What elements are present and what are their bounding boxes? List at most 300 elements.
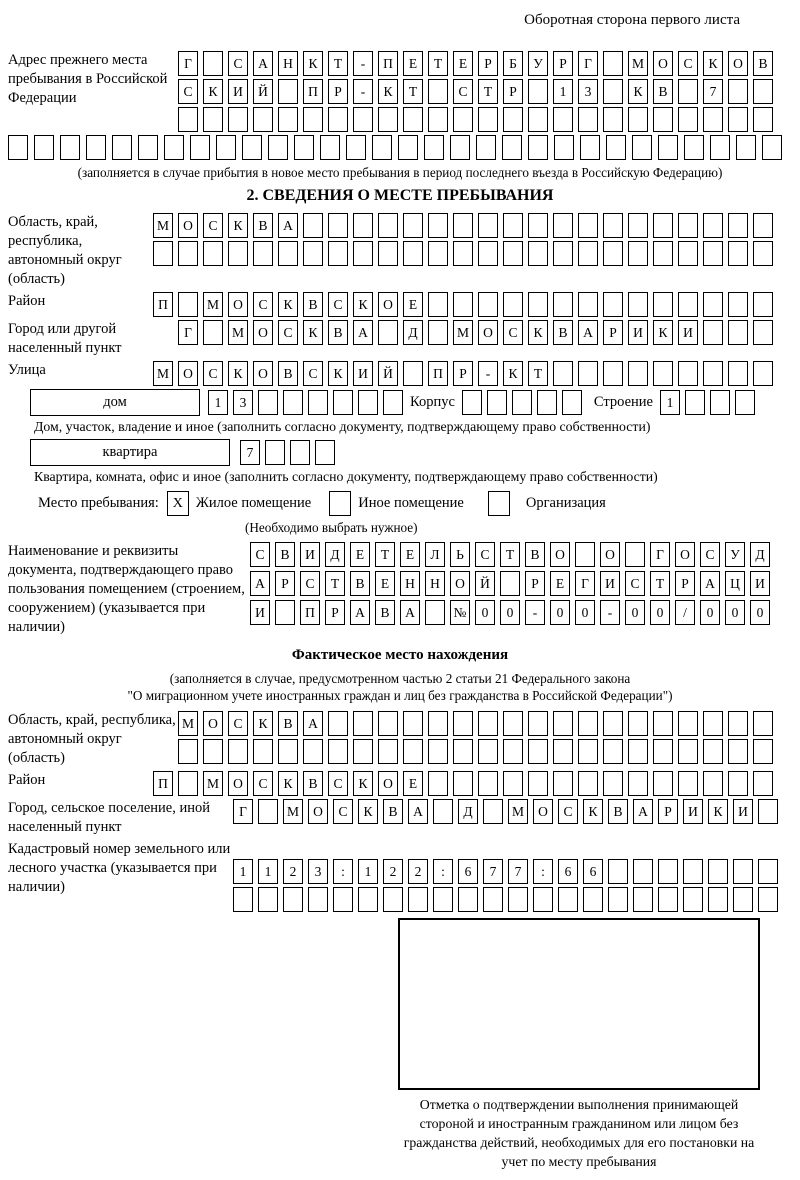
char-cell[interactable]: 3	[233, 390, 253, 415]
char-cell[interactable]	[242, 135, 262, 160]
char-cell[interactable]	[328, 739, 348, 764]
char-cell[interactable]: 1	[258, 859, 278, 884]
char-cell[interactable]	[458, 887, 478, 912]
char-cell[interactable]	[483, 799, 503, 824]
char-cell[interactable]	[528, 771, 548, 796]
char-cell[interactable]	[753, 771, 773, 796]
char-cell[interactable]	[346, 135, 366, 160]
char-cell[interactable]	[503, 107, 523, 132]
char-cell[interactable]: К	[378, 79, 398, 104]
char-cell[interactable]	[503, 292, 523, 317]
char-cell[interactable]: О	[203, 711, 223, 736]
char-cell[interactable]: Г	[178, 51, 198, 76]
char-cell[interactable]	[476, 135, 496, 160]
char-cell[interactable]	[603, 771, 623, 796]
char-cell[interactable]: 0	[625, 600, 645, 625]
char-cell[interactable]	[428, 320, 448, 345]
char-cell[interactable]: В	[303, 771, 323, 796]
char-cell[interactable]	[603, 361, 623, 386]
char-cell[interactable]	[653, 771, 673, 796]
char-cell[interactable]	[758, 887, 778, 912]
char-cell[interactable]: О	[728, 51, 748, 76]
char-cell[interactable]	[728, 241, 748, 266]
char-cell[interactable]: Р	[275, 571, 295, 596]
char-cell[interactable]: 6	[558, 859, 578, 884]
char-cell[interactable]	[512, 390, 532, 415]
char-cell[interactable]: К	[628, 79, 648, 104]
char-cell[interactable]: А	[700, 571, 720, 596]
char-cell[interactable]: Н	[400, 571, 420, 596]
char-cell[interactable]	[478, 771, 498, 796]
char-cell[interactable]: 2	[408, 859, 428, 884]
char-cell[interactable]: О	[178, 361, 198, 386]
char-cell[interactable]	[353, 739, 373, 764]
char-cell[interactable]	[578, 771, 598, 796]
char-cell[interactable]	[728, 739, 748, 764]
char-cell[interactable]: В	[328, 320, 348, 345]
char-cell[interactable]: С	[328, 771, 348, 796]
char-cell[interactable]: О	[308, 799, 328, 824]
char-cell[interactable]: Т	[528, 361, 548, 386]
char-cell[interactable]: С	[203, 213, 223, 238]
char-cell[interactable]	[303, 107, 323, 132]
char-cell[interactable]	[178, 739, 198, 764]
char-cell[interactable]: М	[628, 51, 648, 76]
char-cell[interactable]	[428, 771, 448, 796]
char-cell[interactable]	[628, 771, 648, 796]
char-cell[interactable]: 0	[650, 600, 670, 625]
char-cell[interactable]	[628, 739, 648, 764]
char-cell[interactable]: К	[328, 361, 348, 386]
char-cell[interactable]	[203, 241, 223, 266]
char-cell[interactable]	[603, 107, 623, 132]
char-cell[interactable]: С	[475, 542, 495, 567]
char-cell[interactable]: Б	[503, 51, 523, 76]
char-cell[interactable]	[450, 135, 470, 160]
char-cell[interactable]	[703, 320, 723, 345]
char-cell[interactable]	[736, 135, 756, 160]
char-cell[interactable]: В	[653, 79, 673, 104]
char-cell[interactable]	[112, 135, 132, 160]
char-cell[interactable]: Е	[453, 51, 473, 76]
char-cell[interactable]: Н	[425, 571, 445, 596]
char-cell[interactable]: К	[303, 320, 323, 345]
char-cell[interactable]: Т	[428, 51, 448, 76]
char-cell[interactable]	[703, 107, 723, 132]
char-cell[interactable]: К	[503, 361, 523, 386]
char-cell[interactable]	[453, 771, 473, 796]
char-cell[interactable]	[685, 390, 705, 415]
char-cell[interactable]: Д	[458, 799, 478, 824]
char-cell[interactable]	[684, 135, 704, 160]
char-cell[interactable]: О	[228, 771, 248, 796]
char-cell[interactable]	[403, 739, 423, 764]
char-cell[interactable]	[762, 135, 782, 160]
char-cell[interactable]	[653, 292, 673, 317]
char-cell[interactable]	[503, 213, 523, 238]
char-cell[interactable]: О	[600, 542, 620, 567]
char-cell[interactable]: 7	[508, 859, 528, 884]
char-cell[interactable]: И	[678, 320, 698, 345]
char-cell[interactable]	[353, 241, 373, 266]
char-cell[interactable]	[553, 213, 573, 238]
char-cell[interactable]	[502, 135, 522, 160]
char-cell[interactable]	[500, 571, 520, 596]
char-cell[interactable]: Е	[550, 571, 570, 596]
char-cell[interactable]	[753, 107, 773, 132]
char-cell[interactable]	[478, 107, 498, 132]
char-cell[interactable]: Ц	[725, 571, 745, 596]
char-cell[interactable]: В	[525, 542, 545, 567]
char-cell[interactable]: С	[203, 361, 223, 386]
char-cell[interactable]	[478, 213, 498, 238]
char-cell[interactable]	[403, 241, 423, 266]
char-cell[interactable]	[275, 600, 295, 625]
char-cell[interactable]: Р	[325, 600, 345, 625]
char-cell[interactable]	[753, 241, 773, 266]
char-cell[interactable]	[203, 107, 223, 132]
char-cell[interactable]	[708, 859, 728, 884]
char-cell[interactable]: И	[250, 600, 270, 625]
char-cell[interactable]	[708, 887, 728, 912]
char-cell[interactable]	[728, 711, 748, 736]
char-cell[interactable]: 6	[458, 859, 478, 884]
char-cell[interactable]	[628, 361, 648, 386]
char-cell[interactable]: 1	[233, 859, 253, 884]
char-cell[interactable]	[303, 241, 323, 266]
char-cell[interactable]	[575, 542, 595, 567]
char-cell[interactable]: М	[203, 292, 223, 317]
char-cell[interactable]	[710, 390, 730, 415]
char-cell[interactable]	[253, 107, 273, 132]
char-cell[interactable]: К	[358, 799, 378, 824]
char-cell[interactable]: 3	[308, 859, 328, 884]
char-cell[interactable]	[378, 241, 398, 266]
char-cell[interactable]	[258, 390, 278, 415]
char-cell[interactable]	[328, 213, 348, 238]
char-cell[interactable]: Н	[278, 51, 298, 76]
char-cell[interactable]: 1	[553, 79, 573, 104]
char-cell[interactable]: К	[583, 799, 603, 824]
char-cell[interactable]	[728, 107, 748, 132]
char-cell[interactable]	[753, 711, 773, 736]
char-cell[interactable]: Г	[178, 320, 198, 345]
char-cell[interactable]	[608, 887, 628, 912]
char-cell[interactable]	[258, 799, 278, 824]
char-cell[interactable]: Е	[403, 771, 423, 796]
char-cell[interactable]: Т	[500, 542, 520, 567]
char-cell[interactable]	[678, 361, 698, 386]
char-cell[interactable]	[403, 361, 423, 386]
char-cell[interactable]: -	[525, 600, 545, 625]
char-cell[interactable]	[253, 241, 273, 266]
char-cell[interactable]	[453, 241, 473, 266]
char-cell[interactable]: П	[428, 361, 448, 386]
char-cell[interactable]	[558, 887, 578, 912]
char-cell[interactable]	[658, 887, 678, 912]
char-cell[interactable]: Р	[328, 79, 348, 104]
char-cell[interactable]: И	[600, 571, 620, 596]
char-cell[interactable]: И	[733, 799, 753, 824]
char-cell[interactable]	[606, 135, 626, 160]
char-cell[interactable]	[283, 887, 303, 912]
char-cell[interactable]	[553, 361, 573, 386]
char-cell[interactable]: С	[253, 771, 273, 796]
char-cell[interactable]	[678, 107, 698, 132]
char-cell[interactable]: И	[353, 361, 373, 386]
char-cell[interactable]	[728, 771, 748, 796]
char-cell[interactable]	[403, 213, 423, 238]
char-cell[interactable]: Р	[453, 361, 473, 386]
char-cell[interactable]	[178, 107, 198, 132]
char-cell[interactable]	[278, 739, 298, 764]
char-cell[interactable]	[553, 241, 573, 266]
char-cell[interactable]	[483, 887, 503, 912]
char-cell[interactable]	[216, 135, 236, 160]
char-cell[interactable]	[628, 213, 648, 238]
char-cell[interactable]: И	[300, 542, 320, 567]
char-cell[interactable]	[528, 79, 548, 104]
char-cell[interactable]	[178, 771, 198, 796]
char-cell[interactable]: Д	[750, 542, 770, 567]
char-cell[interactable]	[378, 711, 398, 736]
char-cell[interactable]	[233, 887, 253, 912]
char-cell[interactable]: Т	[478, 79, 498, 104]
char-cell[interactable]	[503, 711, 523, 736]
char-cell[interactable]	[433, 887, 453, 912]
char-cell[interactable]	[735, 390, 755, 415]
char-cell[interactable]: С	[678, 51, 698, 76]
char-cell[interactable]: 0	[500, 600, 520, 625]
char-cell[interactable]: С	[328, 292, 348, 317]
char-cell[interactable]: Т	[403, 79, 423, 104]
char-cell[interactable]	[603, 241, 623, 266]
char-cell[interactable]	[703, 292, 723, 317]
char-cell[interactable]	[603, 711, 623, 736]
char-cell[interactable]	[703, 361, 723, 386]
char-cell[interactable]	[328, 711, 348, 736]
char-cell[interactable]	[703, 739, 723, 764]
char-cell[interactable]	[378, 320, 398, 345]
char-cell[interactable]	[428, 213, 448, 238]
char-cell[interactable]	[428, 711, 448, 736]
char-cell[interactable]	[653, 739, 673, 764]
char-cell[interactable]: А	[303, 711, 323, 736]
char-cell[interactable]: /	[675, 600, 695, 625]
char-cell[interactable]	[294, 135, 314, 160]
char-cell[interactable]: С	[178, 79, 198, 104]
char-cell[interactable]	[733, 887, 753, 912]
char-cell[interactable]: Ь	[450, 542, 470, 567]
char-cell[interactable]: 6	[583, 859, 603, 884]
char-cell[interactable]: К	[253, 711, 273, 736]
char-cell[interactable]	[503, 771, 523, 796]
char-cell[interactable]	[178, 241, 198, 266]
char-cell[interactable]	[503, 739, 523, 764]
char-cell[interactable]	[632, 135, 652, 160]
char-cell[interactable]	[34, 135, 54, 160]
char-cell[interactable]	[583, 887, 603, 912]
char-cell[interactable]	[278, 107, 298, 132]
char-cell[interactable]	[603, 292, 623, 317]
char-cell[interactable]	[353, 213, 373, 238]
char-cell[interactable]	[428, 79, 448, 104]
char-cell[interactable]	[278, 79, 298, 104]
char-cell[interactable]	[658, 135, 678, 160]
char-cell[interactable]	[633, 859, 653, 884]
char-cell[interactable]	[578, 107, 598, 132]
char-cell[interactable]	[603, 739, 623, 764]
char-cell[interactable]	[658, 859, 678, 884]
char-cell[interactable]	[553, 711, 573, 736]
char-cell[interactable]	[303, 213, 323, 238]
char-cell[interactable]: О	[533, 799, 553, 824]
char-cell[interactable]	[403, 107, 423, 132]
char-cell[interactable]	[268, 135, 288, 160]
char-cell[interactable]	[703, 241, 723, 266]
char-cell[interactable]	[653, 213, 673, 238]
char-cell[interactable]	[633, 887, 653, 912]
char-cell[interactable]: 2	[283, 859, 303, 884]
char-cell[interactable]	[378, 213, 398, 238]
char-cell[interactable]	[628, 292, 648, 317]
char-cell[interactable]	[378, 107, 398, 132]
char-cell[interactable]	[728, 292, 748, 317]
char-cell[interactable]	[554, 135, 574, 160]
char-cell[interactable]: С	[228, 51, 248, 76]
char-cell[interactable]: К	[228, 361, 248, 386]
char-cell[interactable]: Г	[575, 571, 595, 596]
char-cell[interactable]	[228, 739, 248, 764]
char-cell[interactable]: А	[633, 799, 653, 824]
char-cell[interactable]: Р	[553, 51, 573, 76]
char-cell[interactable]: Р	[603, 320, 623, 345]
char-cell[interactable]: Г	[650, 542, 670, 567]
char-cell[interactable]	[578, 241, 598, 266]
char-cell[interactable]: Е	[403, 51, 423, 76]
char-cell[interactable]: В	[753, 51, 773, 76]
char-cell[interactable]: У	[725, 542, 745, 567]
char-cell[interactable]	[753, 320, 773, 345]
char-cell[interactable]: М	[453, 320, 473, 345]
char-cell[interactable]	[86, 135, 106, 160]
char-cell[interactable]: А	[353, 320, 373, 345]
char-cell[interactable]: 1	[358, 859, 378, 884]
char-cell[interactable]	[153, 241, 173, 266]
char-cell[interactable]: 0	[700, 600, 720, 625]
char-cell[interactable]	[608, 859, 628, 884]
char-cell[interactable]: -	[353, 79, 373, 104]
char-cell[interactable]: Г	[578, 51, 598, 76]
char-cell[interactable]: О	[228, 292, 248, 317]
char-cell[interactable]: А	[278, 213, 298, 238]
char-cell[interactable]: О	[675, 542, 695, 567]
char-cell[interactable]	[553, 107, 573, 132]
char-cell[interactable]	[678, 241, 698, 266]
checkbox-org[interactable]	[488, 491, 510, 516]
char-cell[interactable]	[328, 241, 348, 266]
char-cell[interactable]: И	[628, 320, 648, 345]
char-cell[interactable]	[320, 135, 340, 160]
char-cell[interactable]	[528, 135, 548, 160]
char-cell[interactable]: Д	[325, 542, 345, 567]
char-cell[interactable]: 0	[550, 600, 570, 625]
char-cell[interactable]: В	[303, 292, 323, 317]
char-cell[interactable]: К	[653, 320, 673, 345]
char-cell[interactable]: К	[353, 292, 373, 317]
char-cell[interactable]: А	[253, 51, 273, 76]
char-cell[interactable]	[315, 440, 335, 465]
char-cell[interactable]	[528, 107, 548, 132]
char-cell[interactable]	[138, 135, 158, 160]
char-cell[interactable]	[728, 361, 748, 386]
char-cell[interactable]	[603, 79, 623, 104]
char-cell[interactable]: О	[378, 771, 398, 796]
char-cell[interactable]	[308, 390, 328, 415]
char-cell[interactable]	[753, 361, 773, 386]
char-cell[interactable]	[453, 107, 473, 132]
char-cell[interactable]	[578, 711, 598, 736]
char-cell[interactable]	[733, 859, 753, 884]
char-cell[interactable]	[537, 390, 557, 415]
char-cell[interactable]: -	[600, 600, 620, 625]
char-cell[interactable]	[528, 292, 548, 317]
char-cell[interactable]: К	[278, 292, 298, 317]
char-cell[interactable]: С	[300, 571, 320, 596]
char-cell[interactable]: 1	[660, 390, 680, 415]
char-cell[interactable]: Т	[328, 51, 348, 76]
char-cell[interactable]: 1	[208, 390, 228, 415]
char-cell[interactable]	[478, 292, 498, 317]
char-cell[interactable]: В	[253, 213, 273, 238]
char-cell[interactable]: -	[353, 51, 373, 76]
char-cell[interactable]: В	[350, 571, 370, 596]
char-cell[interactable]	[383, 390, 403, 415]
char-cell[interactable]	[678, 711, 698, 736]
char-cell[interactable]	[628, 241, 648, 266]
char-cell[interactable]: 7	[483, 859, 503, 884]
char-cell[interactable]: А	[578, 320, 598, 345]
char-cell[interactable]	[653, 107, 673, 132]
char-cell[interactable]	[290, 440, 310, 465]
char-cell[interactable]	[453, 739, 473, 764]
char-cell[interactable]	[258, 887, 278, 912]
char-cell[interactable]	[553, 292, 573, 317]
char-cell[interactable]: П	[153, 771, 173, 796]
char-cell[interactable]	[703, 771, 723, 796]
char-cell[interactable]	[203, 320, 223, 345]
char-cell[interactable]: А	[400, 600, 420, 625]
char-cell[interactable]: С	[253, 292, 273, 317]
char-cell[interactable]	[758, 799, 778, 824]
char-cell[interactable]	[333, 390, 353, 415]
char-cell[interactable]	[653, 241, 673, 266]
char-cell[interactable]: М	[203, 771, 223, 796]
char-cell[interactable]	[753, 292, 773, 317]
char-cell[interactable]	[228, 241, 248, 266]
char-cell[interactable]: О	[653, 51, 673, 76]
char-cell[interactable]: М	[508, 799, 528, 824]
char-cell[interactable]: С	[625, 571, 645, 596]
char-cell[interactable]	[8, 135, 28, 160]
char-cell[interactable]: Д	[403, 320, 423, 345]
char-cell[interactable]: К	[708, 799, 728, 824]
char-cell[interactable]: М	[153, 213, 173, 238]
char-cell[interactable]: Р	[525, 571, 545, 596]
char-cell[interactable]: К	[203, 79, 223, 104]
char-cell[interactable]: Р	[675, 571, 695, 596]
char-cell[interactable]	[578, 739, 598, 764]
